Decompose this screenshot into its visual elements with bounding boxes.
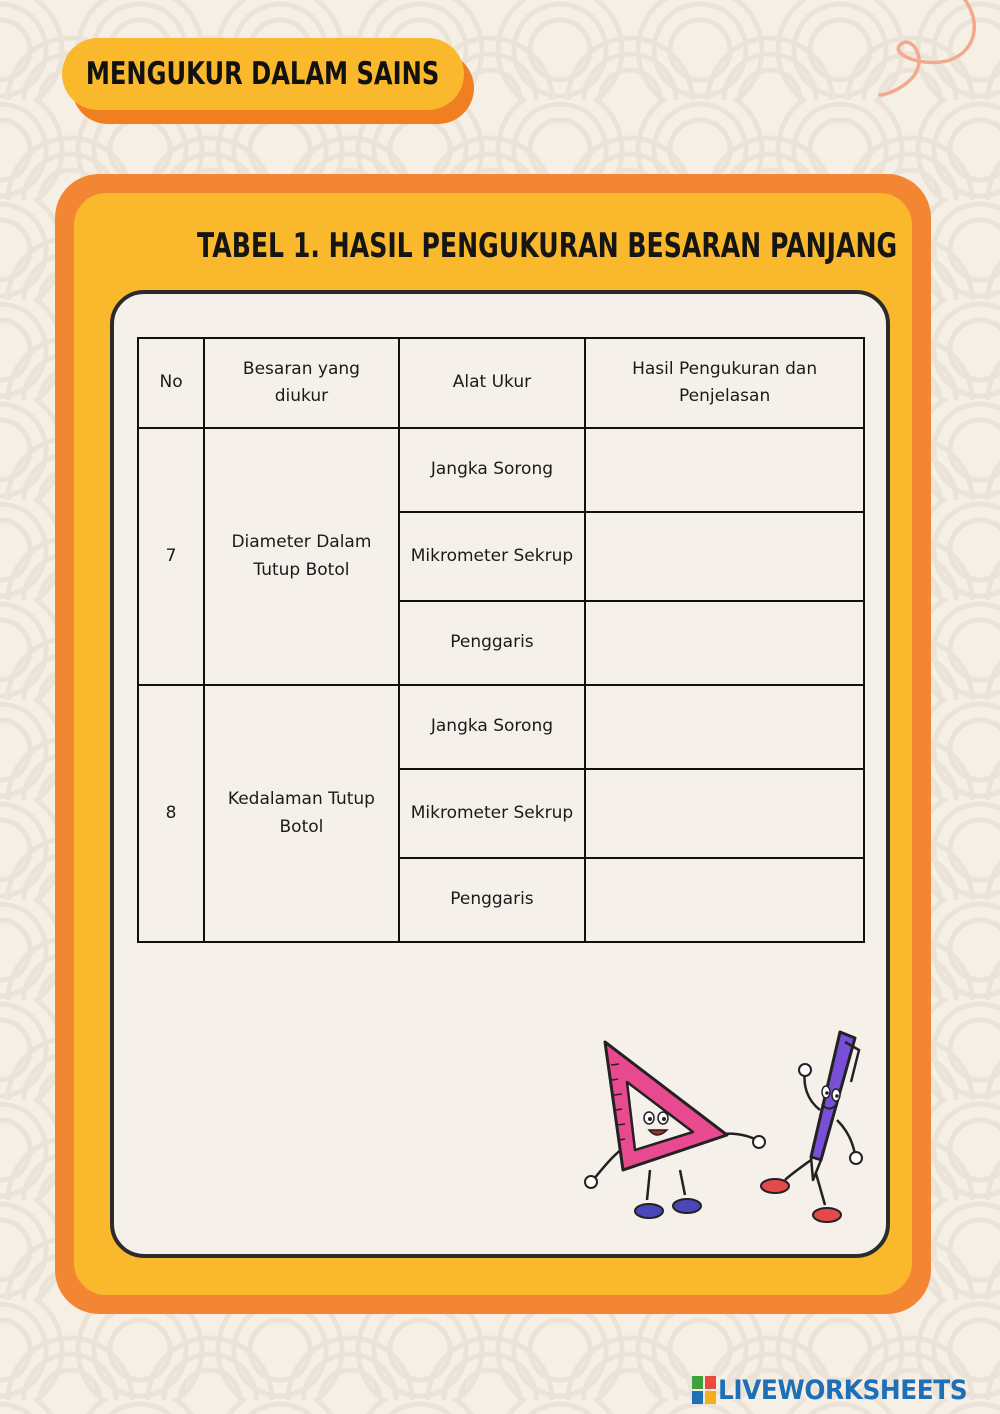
pen-mascot-icon bbox=[761, 1032, 862, 1222]
measurement-table bbox=[137, 337, 865, 943]
hasil-answer-cell[interactable] bbox=[585, 769, 864, 858]
alat-cell: Penggaris bbox=[399, 858, 586, 942]
hasil-input[interactable] bbox=[596, 605, 857, 681]
hasil-input[interactable] bbox=[596, 689, 857, 765]
alat-cell: Jangka Sorong bbox=[399, 685, 586, 769]
hasil-input[interactable] bbox=[596, 516, 857, 597]
hasil-answer-cell[interactable] bbox=[585, 601, 864, 685]
alat-cell: Mikrometer Sekrup bbox=[399, 769, 586, 858]
header-hasil: Hasil Pengukuran dan Penjelasan bbox=[585, 338, 864, 428]
liveworksheets-logo-icon bbox=[692, 1376, 716, 1404]
table-row bbox=[138, 428, 864, 512]
swirl-decoration-icon bbox=[870, 0, 1000, 110]
header-no: No bbox=[138, 338, 204, 428]
hasil-answer-cell[interactable] bbox=[585, 512, 864, 601]
mascot-illustration bbox=[575, 1020, 875, 1235]
table-title: TABEL 1. HASIL PENGUKURAN BESARAN PANJANG bbox=[197, 226, 898, 266]
hasil-input[interactable] bbox=[596, 432, 857, 508]
table-header-row bbox=[138, 338, 864, 428]
besaran-cell: Diameter Dalam Tutup Botol bbox=[204, 428, 399, 685]
title-badge bbox=[62, 38, 464, 110]
header-besaran: Besaran yang diukur bbox=[204, 338, 399, 428]
hasil-answer-cell[interactable] bbox=[585, 858, 864, 942]
row-number: 8 bbox=[138, 685, 204, 942]
hasil-input[interactable] bbox=[596, 773, 857, 854]
liveworksheets-brand[interactable] bbox=[692, 1373, 989, 1407]
triangle-ruler-mascot-icon bbox=[585, 1042, 765, 1218]
alat-cell: Jangka Sorong bbox=[399, 428, 586, 512]
alat-cell: Penggaris bbox=[399, 601, 586, 685]
hasil-answer-cell[interactable] bbox=[585, 428, 864, 512]
besaran-cell: Kedalaman Tutup Botol bbox=[204, 685, 399, 942]
header-alat: Alat Ukur bbox=[399, 338, 586, 428]
hasil-input[interactable] bbox=[596, 862, 857, 938]
page-title: MENGUKUR DALAM SAINS bbox=[86, 56, 440, 92]
alat-cell: Mikrometer Sekrup bbox=[399, 512, 586, 601]
hasil-answer-cell[interactable] bbox=[585, 685, 864, 769]
table-row bbox=[138, 685, 864, 769]
row-number: 7 bbox=[138, 428, 204, 685]
brand-name: LIVEWORKSHEETS bbox=[718, 1374, 968, 1406]
